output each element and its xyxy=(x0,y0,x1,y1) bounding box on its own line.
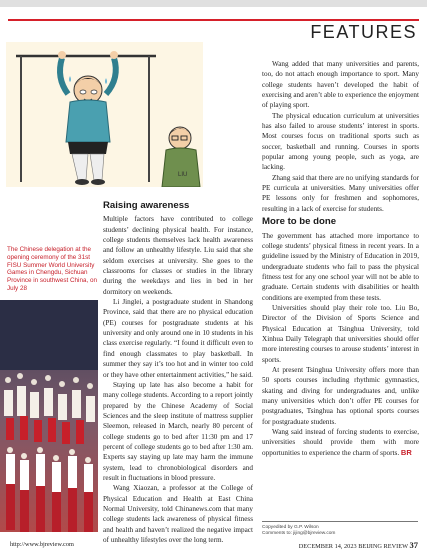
paragraph: Universities should play their role too. Liu Bo, Director of the Division of Sports Science and Physical Education at Tsinghua University, told Xinhua Daily Telegraph that universities should offer more interesting courses to arouse students’ interest in sports. xyxy=(262,303,419,364)
paragraph: Wang added that many universities and parents, too, do not attach enough importance to sport. Many college students haven’t developed the habit of exercising and aren’t able to experience the enjoyment of playing sport. xyxy=(262,60,419,110)
paragraph: Wang Xiaozan, a professor at the College of Physical Education and Health at East China Normal University, told Chinanews.com that many college students lack awareness of physical fitness and health and haven’t realized the negative impact of unhealthy lifestyles over the long term. xyxy=(103,484,253,544)
header-red-rule xyxy=(8,19,419,21)
article-column-right xyxy=(262,59,419,458)
credit-divider xyxy=(262,521,418,522)
opening-ceremony-photo xyxy=(0,300,98,532)
section-heading-raising-awareness: Raising awareness xyxy=(103,200,190,211)
artist-signature: LIU xyxy=(178,172,188,178)
paragraph: Zhang said that there are no unifying standards for PE curricula at universities. Many universities offer PE lessons only for freshmen and sophomores, resulting in a lack of exercise for students. xyxy=(262,173,419,213)
copyeditor-line: Copyedited by G.P. Wilson xyxy=(262,525,319,530)
paragraph: Li Jinglei, a postgraduate student in Shandong Province, said that there are no physical education (PE) courses for postgraduate students at his university and only around one in 10 students in his class exercise regularly. “I found it difficult even to find enough classmates to play basketball. In summer they say it’s too hot and in winter too cold or they have other entertainment activities,” he said. xyxy=(103,298,253,379)
page-number: 37 xyxy=(409,540,418,550)
footer-issue-text: DECEMBER 14, 2023 BEIJING REVIEW xyxy=(298,543,408,550)
paragraph xyxy=(262,427,419,458)
paragraph: Multiple factors have contributed to college students’ declining physical health. For instance, college students themselves lack health awareness and follow an unhealthy lifestyle. Liu said that she seldom exercises at university. She goes to the classrooms for classes or studies in the library during the weekdays and lies in bed in her dormitory on weekends. xyxy=(103,215,253,296)
article-column-left xyxy=(103,201,253,545)
paragraph: The physical education curriculum at universities has also failed to arouse students’ interest in sports. Most courses focus on traditional sports such as soccer, basketball and running. Courses in sports popular among young people, such as yoga, are lacking. xyxy=(262,111,419,172)
credit-box xyxy=(262,525,335,537)
header-top-band xyxy=(0,0,427,7)
section-heading-more-to-be-done: More to be done xyxy=(262,216,337,228)
cartoon-illustration xyxy=(6,42,203,187)
footer-url[interactable]: http://www.bjreview.com xyxy=(10,541,74,548)
section-title: FEATURES xyxy=(310,22,417,42)
paragraph: Staying up late has also become a habit for many college students. According to a report jointly prepared by the Chinese Academy of Social Sciences and the sleep institute of mattress supplier Sleemon, released in March, nearly 80 percent of college students go to bed after 11:30 pm and 17 percent of college students go to bed after 1:30 am. Experts say staying up late may harm the immune system, lead to chronobiological disorders and result in fluctuations in blood pressure. xyxy=(103,380,253,482)
photo-caption: The Chinese delegation at the opening ceremony of the 31st FISU Summer World University Games in Chengdu, Sichuan Province in southwest China, on July 28 xyxy=(7,246,97,292)
paragraph-text: Wang said instead of forcing students to exercise, universities should provide them with more opportunities to experience the charm of sports. xyxy=(262,428,419,457)
comments-email-line[interactable]: Comments to: jijing@bjreview.com xyxy=(262,531,336,536)
paragraph: The government has attached more importance to college students’ physical fitness in recent years. In a guideline issued by the Ministry of Education in 2019, undergraduate students who fail to pass the physical fitness test for any one school year will not be able to graduate. Certain students with disabilities or health conditions are exempted from these tests. xyxy=(262,231,419,302)
footer-issue xyxy=(299,540,418,550)
br-end-mark: BR xyxy=(400,447,412,457)
paragraph: At present Tsinghua University offers more than 50 sports courses including rhythmic gymnastics, skating and diving for undergraduates and, unlike many universities which don’t offer PE courses for postgraduates, Tsinghua has optional sports courses for postgraduate students. xyxy=(262,365,419,426)
